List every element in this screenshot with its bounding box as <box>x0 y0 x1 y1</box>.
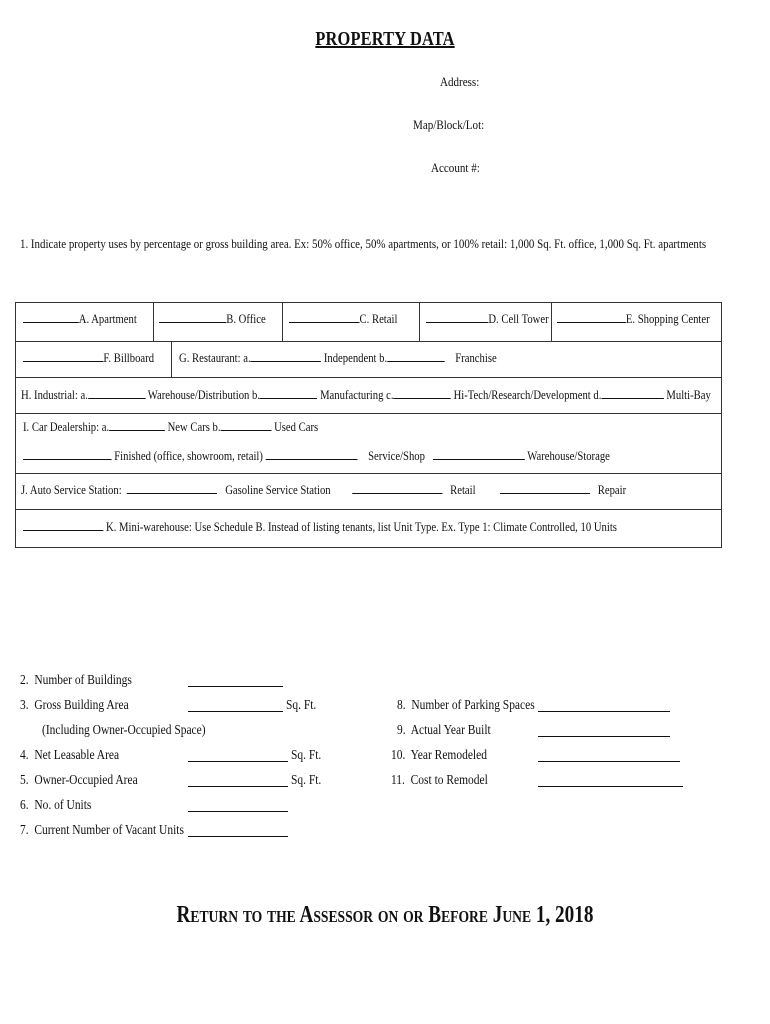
property-uses-table <box>15 302 722 548</box>
cell-tower-blank[interactable] <box>426 311 488 323</box>
uses-row-3 <box>16 377 721 414</box>
industrial-hitech-label: Hi-Tech/Research/Development d. <box>453 387 602 402</box>
question-4: 4. Net Leasable Area <box>20 747 120 762</box>
use-billboard-label: F. Billboard <box>103 350 155 365</box>
cell-divider <box>171 342 172 378</box>
question-2: 2. Number of Buildings <box>20 672 132 687</box>
industrial-multibay-blank[interactable] <box>601 387 663 399</box>
question-7: 7. Current Number of Vacant Units <box>20 822 184 837</box>
mini-warehouse-blank[interactable] <box>23 519 103 531</box>
restaurant-franchise-label: Franchise <box>455 350 497 365</box>
use-office-label: B. Office <box>226 311 266 326</box>
dealership-used-cars-blank[interactable] <box>221 419 272 431</box>
industrial-warehouse-label: Warehouse/Distribution b. <box>147 387 261 402</box>
restaurant-independent-label: Independent b. <box>323 350 388 365</box>
office-blank[interactable] <box>159 311 226 323</box>
use-cell-tower-label: D. Cell Tower <box>488 311 549 326</box>
question-1-text: 1. Indicate property uses by percentage or gross building area. Ex: 50% office, 50% apartments, or 100% retail: 1,000 Sq. Ft. office, 1,000 Sq. Ft. apartments <box>20 236 707 251</box>
uses-row-4 <box>16 413 721 474</box>
units-count-field[interactable] <box>188 811 288 812</box>
gross-area-unit: Sq. Ft. <box>286 697 317 712</box>
cell-divider <box>551 303 552 341</box>
retail-blank[interactable] <box>289 311 360 323</box>
shopping-center-blank[interactable] <box>557 311 626 323</box>
industrial-manufacturing-blank[interactable] <box>260 387 317 399</box>
industrial-hitech-blank[interactable] <box>393 387 450 399</box>
use-car-dealership-label: I. Car Dealership: a. <box>23 419 110 434</box>
address-label: Address: <box>440 74 480 89</box>
use-industrial-label: H. Industrial: a. <box>21 387 88 402</box>
industrial-warehouse-blank[interactable] <box>88 387 145 399</box>
billboard-blank[interactable] <box>23 350 103 362</box>
gross-building-area-field[interactable] <box>188 711 283 712</box>
uses-row-5 <box>16 473 721 510</box>
question-11: 11. Cost to Remodel <box>391 772 488 787</box>
dealership-service-label: Service/Shop <box>368 448 425 463</box>
auto-service-gas-blank[interactable] <box>127 482 217 494</box>
use-auto-service-label: J. Auto Service Station: <box>21 482 122 497</box>
question-9: 9. Actual Year Built <box>397 722 491 737</box>
dealership-service-blank[interactable] <box>266 448 358 460</box>
dealership-used-cars-label: Used Cars <box>274 419 319 434</box>
parking-spaces-field[interactable] <box>538 711 670 712</box>
question-8: 8. Number of Parking Spaces <box>397 697 535 712</box>
net-leasable-unit: Sq. Ft. <box>291 747 322 762</box>
industrial-multibay-label: Multi-Bay <box>666 387 711 402</box>
auto-service-retail-label: Retail <box>450 482 476 497</box>
year-built-field[interactable] <box>538 736 670 737</box>
question-6: 6. No. of Units <box>20 797 92 812</box>
page-title: PROPERTY DATA <box>315 28 455 50</box>
cell-divider <box>419 303 420 341</box>
map-block-lot-label: Map/Block/Lot: <box>413 117 485 132</box>
uses-row-6 <box>16 509 721 548</box>
restaurant-franchise-blank[interactable] <box>387 350 444 362</box>
dealership-finished-label: Finished (office, showroom, retail) <box>114 448 263 463</box>
auto-service-repair-blank[interactable] <box>500 482 590 494</box>
dealership-new-cars-blank[interactable] <box>109 419 165 431</box>
vacant-units-field[interactable] <box>188 836 288 837</box>
uses-row-2 <box>16 341 721 378</box>
buildings-count-field[interactable] <box>188 686 283 687</box>
auto-service-repair-label: Repair <box>597 482 627 497</box>
question-5: 5. Owner-Occupied Area <box>20 772 138 787</box>
dealership-new-cars-label: New Cars b. <box>167 419 221 434</box>
return-deadline-notice: Return to the Assessor on or Before June 1, 2018 <box>176 902 594 928</box>
use-shopping-center-label: E. Shopping Center <box>625 311 710 326</box>
question-10: 10. Year Remodeled <box>391 747 487 762</box>
use-apartment-label: A. Apartment <box>78 311 137 326</box>
year-remodeled-field[interactable] <box>538 761 680 762</box>
net-leasable-area-field[interactable] <box>188 761 288 762</box>
account-number-label: Account #: <box>431 160 480 175</box>
use-mini-warehouse-label: K. Mini-warehouse: Use Schedule B. Instead of listing tenants, list Unit Type. Ex. Type 1: Climate Controlled, 10 Units <box>106 519 617 534</box>
dealership-warehouse-label: Warehouse/Storage <box>527 448 610 463</box>
apartment-blank[interactable] <box>23 311 79 323</box>
cell-divider <box>282 303 283 341</box>
cell-divider <box>153 303 154 341</box>
dealership-finished-blank[interactable] <box>23 448 112 460</box>
dealership-warehouse-blank[interactable] <box>433 448 525 460</box>
question-3: 3. Gross Building Area <box>20 697 129 712</box>
use-retail-label: C. Retail <box>359 311 398 326</box>
auto-service-retail-blank[interactable] <box>352 482 442 494</box>
auto-service-gas-label: Gasoline Service Station <box>225 482 331 497</box>
industrial-manufacturing-label: Manufacturing c. <box>320 387 394 402</box>
question-3-note: (Including Owner-Occupied Space) <box>42 722 206 737</box>
owner-occupied-area-field[interactable] <box>188 786 288 787</box>
restaurant-independent-blank[interactable] <box>251 350 322 362</box>
use-restaurant-label: G. Restaurant: a. <box>179 350 251 365</box>
cost-to-remodel-field[interactable] <box>538 786 683 787</box>
owner-occupied-unit: Sq. Ft. <box>291 772 322 787</box>
uses-row-1 <box>16 303 721 341</box>
